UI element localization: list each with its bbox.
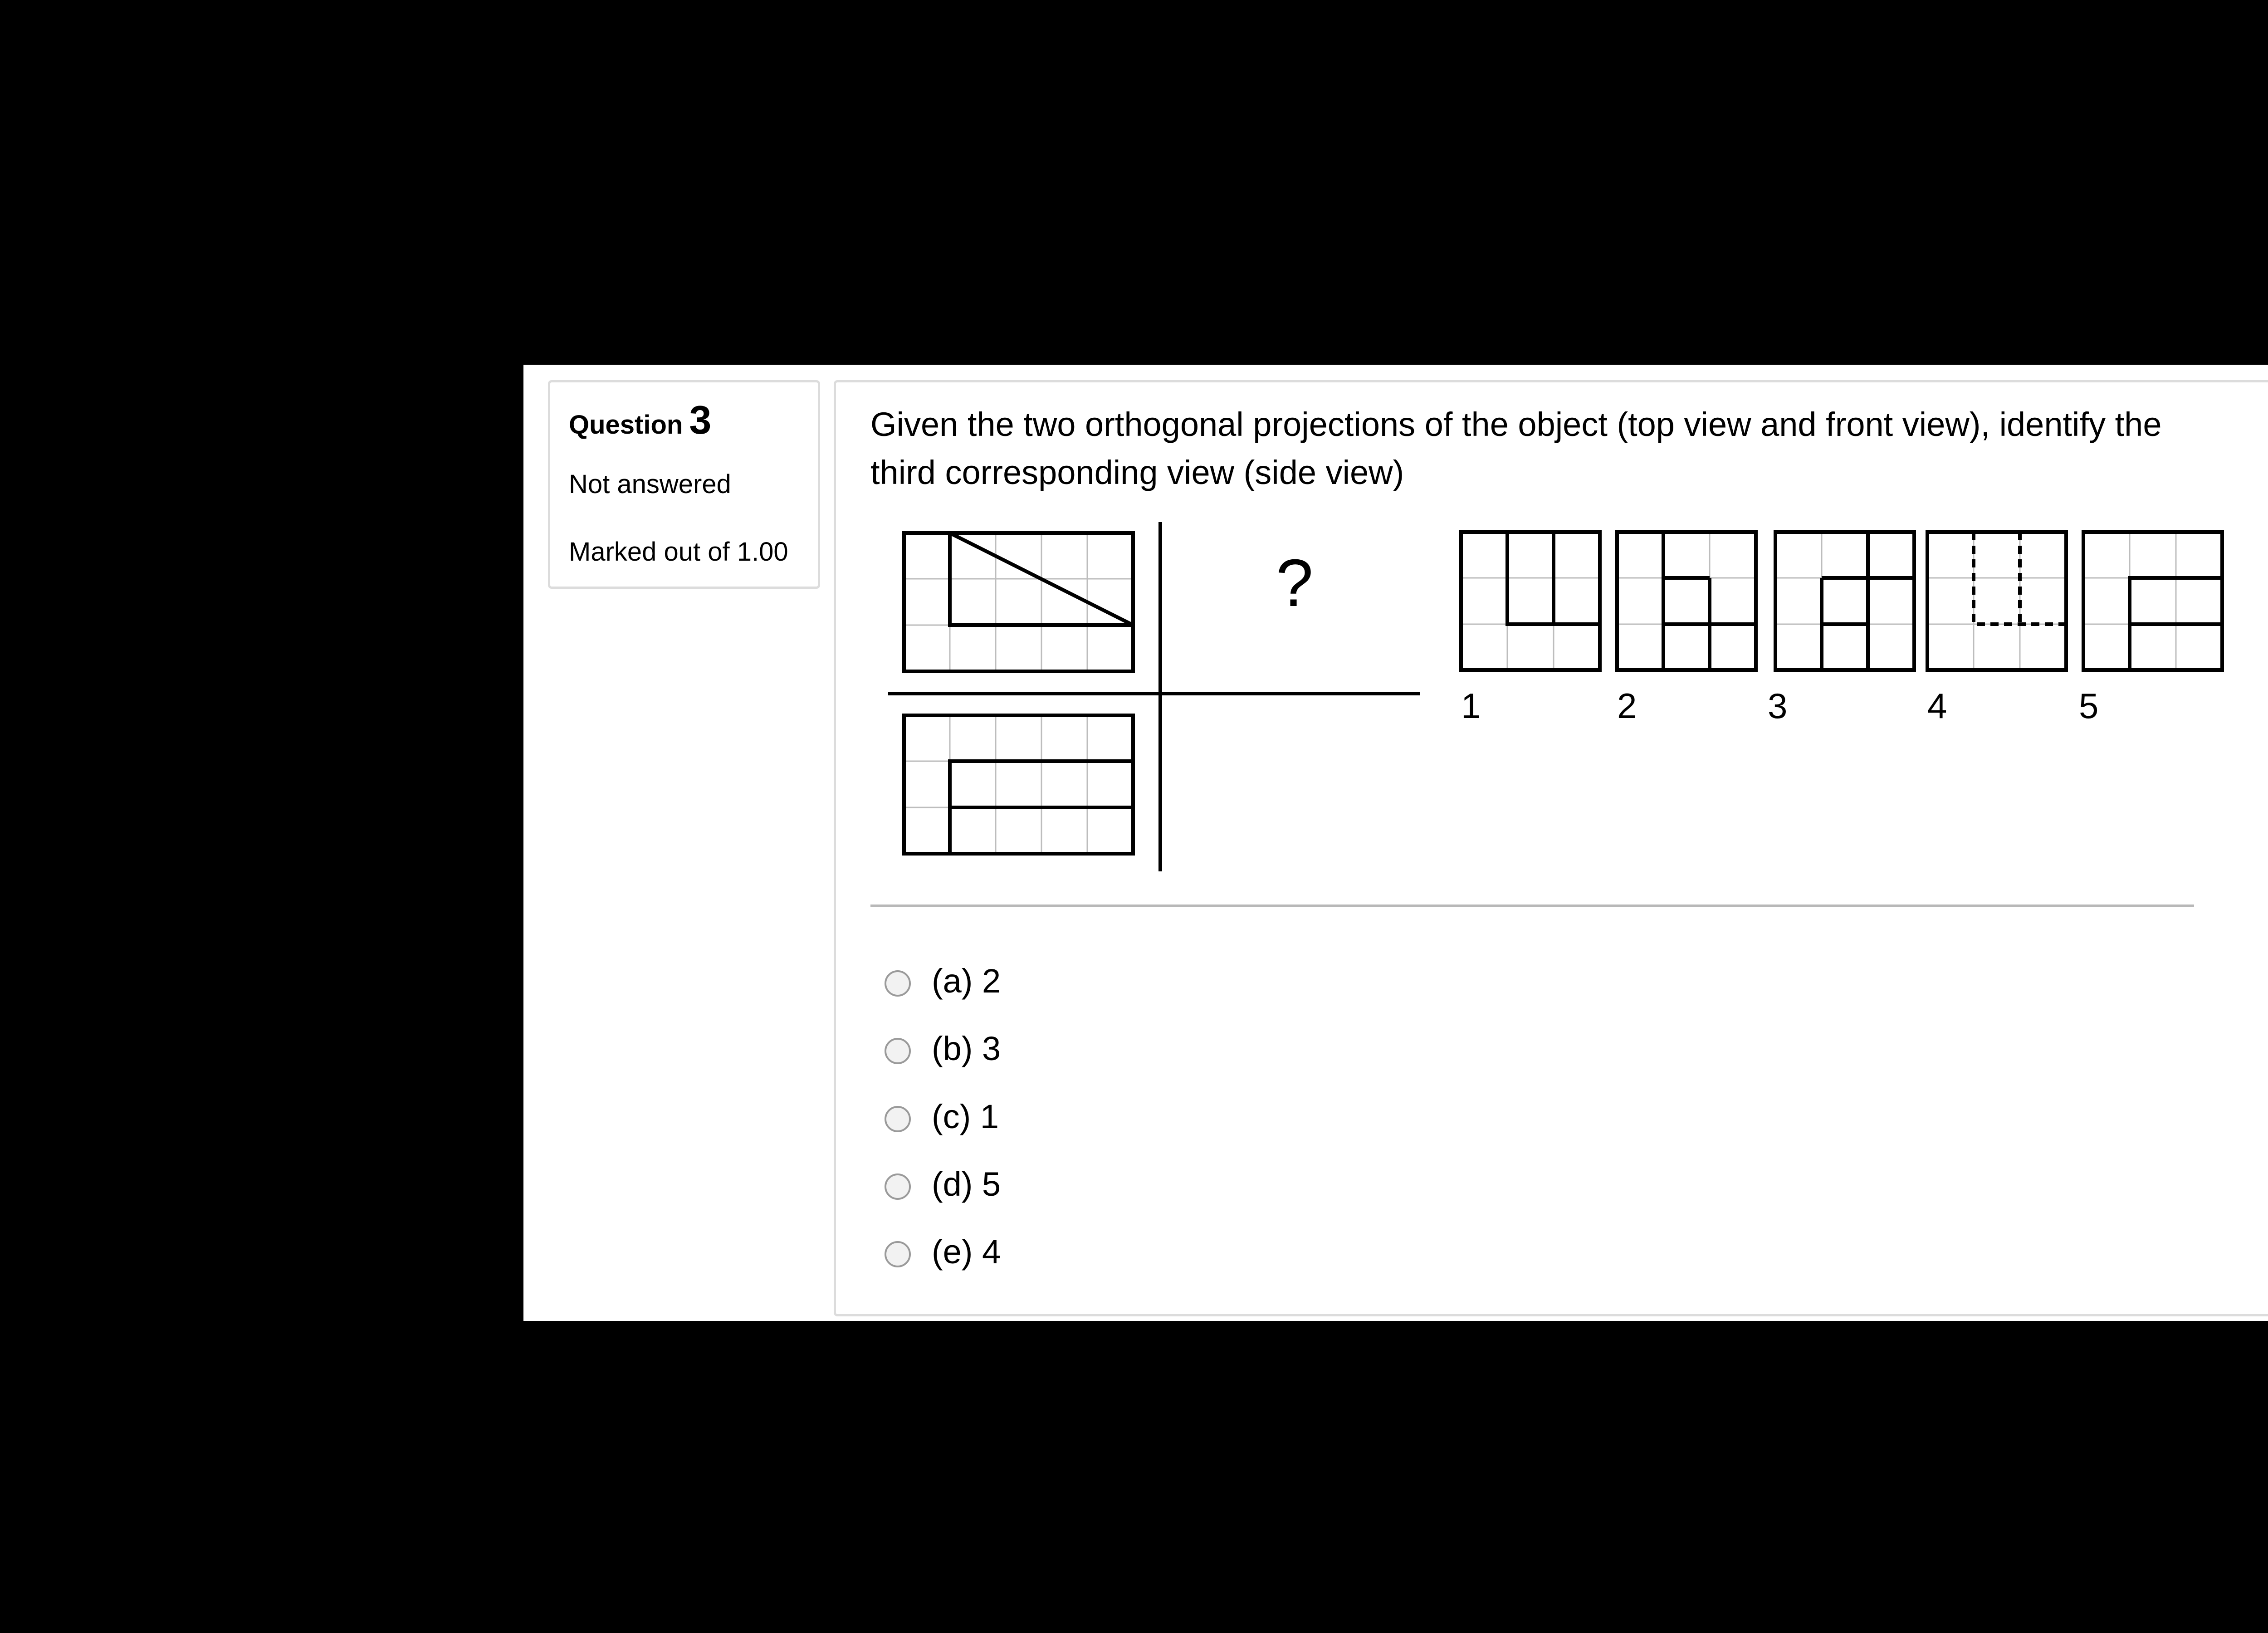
option-number-2: 2 (1617, 686, 1637, 726)
answer-radio-b[interactable] (885, 1038, 911, 1064)
answer-label-d: (d) 5 (932, 1165, 1001, 1203)
top-view-drawing (904, 533, 1133, 671)
answer-radio-d[interactable] (885, 1173, 911, 1200)
answer-option-d[interactable] (885, 1162, 1157, 1207)
question-heading (569, 397, 711, 443)
question-info-panel (548, 380, 820, 589)
answer-option-e[interactable] (885, 1229, 1157, 1275)
option-drawing-3 (1775, 532, 1914, 670)
answer-label-a: (a) 2 (932, 962, 1001, 1000)
answer-option-a[interactable] (885, 958, 1157, 1004)
question-divider (870, 905, 2194, 907)
question-state: Not answered (569, 469, 731, 499)
answer-option-b[interactable] (885, 1026, 1157, 1071)
front-view-drawing (904, 715, 1133, 854)
answer-radio-c[interactable] (885, 1106, 911, 1132)
quiz-question-page (523, 365, 2268, 1321)
answer-radio-a[interactable] (885, 970, 911, 997)
option-drawing-2 (1617, 532, 1756, 670)
option-number-5: 5 (2079, 686, 2099, 726)
option-number-3: 3 (1768, 686, 1788, 726)
answer-label-c: (c) 1 (932, 1098, 999, 1135)
question-label: Question (569, 410, 683, 440)
option-number-labels (1461, 686, 2098, 726)
question-grade: Marked out of 1.00 (569, 537, 788, 567)
projection-axes (888, 522, 1420, 871)
answer-label-e: (e) 4 (932, 1233, 1001, 1271)
answer-radio-e[interactable] (885, 1241, 911, 1267)
option-number-1: 1 (1461, 686, 1481, 726)
projection-figure (836, 382, 2268, 927)
question-content-panel (834, 380, 2268, 1316)
unknown-view-mark: ? (1276, 546, 1314, 621)
option-drawing-5 (2083, 532, 2222, 670)
answer-option-c[interactable] (885, 1094, 1157, 1139)
answer-label-b: (b) 3 (932, 1030, 1001, 1067)
option-number-4: 4 (1927, 686, 1947, 726)
question-text: Given the two orthogonal projections of the object (top view and front view), identify the third corresponding view (side view) (870, 406, 2162, 491)
option-drawing-1 (1461, 532, 1600, 670)
question-number: 3 (689, 397, 712, 442)
option-drawing-4 (1927, 532, 2066, 670)
